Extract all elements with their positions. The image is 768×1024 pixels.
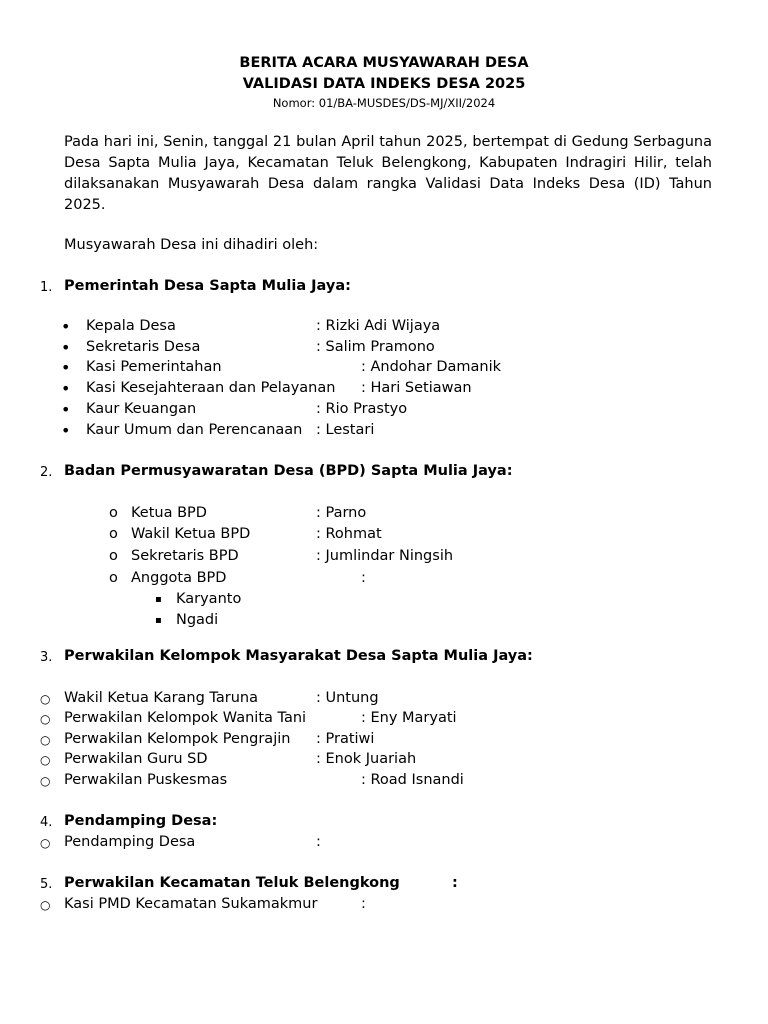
list-item <box>0 710 768 731</box>
section-4-heading <box>0 813 768 834</box>
member-name: Ngadi <box>176 612 219 628</box>
bullet-icon: o <box>109 548 118 564</box>
document-number: Nomor: 01/BA-MUSDES/DS-MJ/XII/2024 <box>272 96 496 110</box>
section-5-heading <box>0 875 768 896</box>
bullet-icon: • <box>61 338 71 357</box>
role-value: : <box>361 570 366 586</box>
role-value: : Hari Setiawan <box>361 380 472 396</box>
bullet-icon: • <box>61 421 71 440</box>
section-heading: Pemerintah Desa Sapta Mulia Jaya: <box>64 278 351 294</box>
circle-bullet-icon: ○ <box>40 898 51 912</box>
role-label: Ketua BPD <box>131 505 207 521</box>
section-heading: Pendamping Desa: <box>64 813 218 829</box>
bullet-icon: • <box>61 317 71 336</box>
square-bullet-icon: ▪ <box>155 594 162 605</box>
role-label: Wakil Ketua Karang Taruna <box>64 690 258 706</box>
section-number: 2. <box>40 465 53 480</box>
role-value: : Rio Prastyo <box>316 401 408 417</box>
role-value: : Road Isnandi <box>361 772 464 788</box>
list-item <box>0 505 768 526</box>
list-item <box>0 401 768 422</box>
role-value: : Enok Juariah <box>316 751 417 767</box>
circle-bullet-icon: ○ <box>40 733 51 747</box>
role-value: : Eny Maryati <box>361 710 457 726</box>
circle-bullet-icon: ○ <box>40 692 51 706</box>
role-value: : Rizki Adi Wijaya <box>316 318 441 334</box>
bullet-icon: o <box>109 526 118 542</box>
role-value: : Jumlindar Ningsih <box>316 548 454 564</box>
role-label: Kaur Umum dan Perencanaan <box>86 422 303 438</box>
circle-bullet-icon: ○ <box>40 753 51 767</box>
section-number: 1. <box>40 280 53 295</box>
role-label: Kasi PMD Kecamatan Sukamakmur <box>64 896 318 912</box>
list-item <box>0 359 768 380</box>
circle-bullet-icon: ○ <box>40 836 51 850</box>
list-item <box>0 751 768 772</box>
section-1-heading <box>0 278 768 299</box>
role-label: Sekretaris Desa <box>86 339 201 355</box>
section-2-heading <box>0 463 768 484</box>
circle-bullet-icon: ○ <box>40 774 51 788</box>
attended-line: Musyawarah Desa ini dihadiri oleh: <box>64 237 319 253</box>
list-item <box>0 834 768 855</box>
bullet-icon: • <box>61 400 71 419</box>
section-number: 5. <box>40 877 53 892</box>
role-value: : Rohmat <box>316 526 382 542</box>
list-item <box>0 339 768 360</box>
section-3-heading <box>0 648 768 669</box>
section-heading: Badan Permusyawaratan Desa (BPD) Sapta Mulia Jaya: <box>64 463 513 479</box>
role-label: Kasi Kesejahteraan dan Pelayanan <box>86 380 336 396</box>
section-heading: Perwakilan Kelompok Masyarakat Desa Sapta Mulia Jaya: <box>64 648 533 664</box>
role-value: : <box>361 896 366 912</box>
intro-paragraph: Pada hari ini, Senin, tanggal 21 bulan April tahun 2025, bertempat di Gedung Serbaguna Desa Sapta Mulia Jaya, Kecamatan Teluk Belengkong, Kabupaten Indragiri Hilir, telah dilaksanakan Musyawarah Desa dalam rangka Validasi Data Indeks Desa (ID) Tahun 2025. <box>64 134 712 213</box>
circle-bullet-icon: ○ <box>40 712 51 726</box>
list-item <box>0 548 768 569</box>
list-item <box>0 380 768 401</box>
document-title-line1: BERITA ACARA MUSYAWARAH DESA <box>239 55 529 71</box>
section-heading-colon: : <box>452 875 458 891</box>
role-label: Pendamping Desa <box>64 834 196 850</box>
sub-list-item <box>0 591 768 612</box>
role-label: Kaur Keuangan <box>86 401 197 417</box>
bullet-icon: • <box>61 379 71 398</box>
bullet-icon: • <box>61 358 71 377</box>
list-item <box>0 318 768 339</box>
section-number: 3. <box>40 650 53 665</box>
list-item <box>0 422 768 443</box>
role-value: : Salim Pramono <box>316 339 435 355</box>
bullet-icon: o <box>109 505 118 521</box>
role-value: : Pratiwi <box>316 731 375 747</box>
document-title-line2: VALIDASI DATA INDEKS DESA 2025 <box>242 76 526 92</box>
role-value: : Untung <box>316 690 379 706</box>
list-item <box>0 731 768 752</box>
role-label: Perwakilan Kelompok Wanita Tani <box>64 710 307 726</box>
role-label: Kasi Pemerintahan <box>86 359 222 375</box>
member-name: Karyanto <box>176 591 242 607</box>
list-item <box>0 526 768 547</box>
role-label: Perwakilan Puskesmas <box>64 772 228 788</box>
list-item <box>0 690 768 711</box>
section-number: 4. <box>40 815 53 830</box>
section-heading: Perwakilan Kecamatan Teluk Belengkong <box>64 875 400 891</box>
role-value: : Andohar Damanik <box>361 359 502 375</box>
role-label: Sekretaris BPD <box>131 548 239 564</box>
square-bullet-icon: ▪ <box>155 615 162 626</box>
sub-list-item <box>0 612 768 633</box>
role-value: : Parno <box>316 505 367 521</box>
list-item <box>0 896 768 917</box>
role-value: : Lestari <box>316 422 375 438</box>
role-label: Wakil Ketua BPD <box>131 526 251 542</box>
role-label: Kepala Desa <box>86 318 176 334</box>
role-label: Perwakilan Kelompok Pengrajin <box>64 731 291 747</box>
role-label: Anggota BPD <box>131 570 227 586</box>
list-item <box>0 772 768 793</box>
role-label: Perwakilan Guru SD <box>64 751 208 767</box>
role-value: : <box>316 834 321 850</box>
list-item <box>0 570 768 591</box>
bullet-icon: o <box>109 570 118 586</box>
